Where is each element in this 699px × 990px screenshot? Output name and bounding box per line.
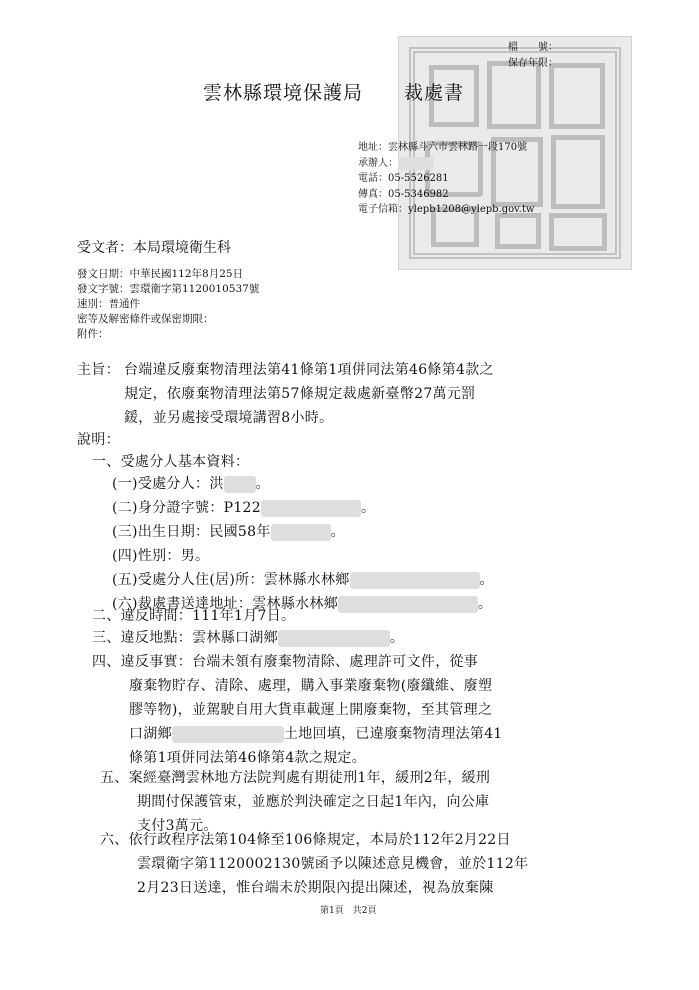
- list-item: (一)受處分人：洪 。: [112, 476, 270, 492]
- section-2: 二、違反時間：111年1月7日。: [92, 608, 296, 624]
- subject-label: 主旨：: [77, 362, 120, 378]
- retention-period-label: 保存年限：: [508, 58, 558, 69]
- section-1-items: [112, 472, 494, 616]
- section-3: 三、違反地點：雲林縣口湖鄉 。: [92, 630, 405, 646]
- archive-number-label: 檔 號：: [508, 42, 558, 53]
- document-number: 發文字號：雲環衛字第1120010537號: [77, 283, 260, 295]
- section-1-heading: 一、受處分人基本資料：: [92, 454, 250, 470]
- list-item: (六)裁處書送達地址：雲林縣水林鄉 。: [112, 596, 493, 612]
- list-item: (二)身分證字號：P122 。: [112, 500, 376, 516]
- list-item: (四)性別：男。: [112, 548, 210, 564]
- contact-email: 電子信箱：ylepb1208@ylepb.gov.tw: [358, 204, 535, 215]
- contact-phone: 電話：05-5526281: [358, 173, 449, 184]
- subject-text: 台端違反廢棄物清理法第41條第1項併同法第46條第4款之 規定，依廢棄物清理法第57條規定裁處新臺幣27萬元罰 鍰，並另處接受環境講習8小時。: [124, 362, 494, 426]
- section-4: 四、違反事實：台端未領有廢棄物清除、處理許可文件，從事 廢棄物貯存、清除、處理，購入事業廢棄物(廢纖維、廢塑 膠等物)，並駕駛自用大貨車載運上開廢棄物，至其管理之 口湖鄉 土地回填，已違廢棄物清理法第41 條第1項併同法第46條第4款之規定。: [92, 654, 503, 766]
- page-number: 第1頁 共2頁: [320, 906, 377, 916]
- list-item: (三)出生日期：民國58年 。: [112, 524, 345, 540]
- recipient: 受文者：本局環境衛生科: [77, 240, 231, 256]
- urgency: 速別：普通件: [77, 298, 140, 310]
- list-item: (五)受處分人住(居)所：雲林縣水林鄉 。: [112, 572, 494, 588]
- section-6: 六、依行政程序法第104條至106條規定，本局於112年2月22日 雲環衛字第1120002130號函予以陳述意見機會，並於112年 2月23日送達，惟台端未於期限內提出陳述，視為放棄陳: [100, 832, 529, 896]
- document-meta: [77, 267, 259, 342]
- explanation-label: 說明：: [77, 432, 120, 448]
- agency-name: 雲林縣環境保護局: [203, 82, 364, 104]
- contact-officer: 承辦人：: [358, 156, 534, 172]
- issue-date: 發文日期：中華民國112年8月25日: [77, 268, 244, 280]
- document-type: 裁處書: [404, 82, 465, 104]
- contact-fax: 傳真：05-5346982: [358, 188, 449, 200]
- attachments: 附件：: [77, 328, 109, 340]
- confidentiality: 密等及解密條件或保密期限：: [77, 313, 214, 325]
- contact-address: 地址：雲林縣斗六市雲林路一段170號: [358, 142, 528, 153]
- section-5: 五、案經臺灣雲林地方法院判處有期徒刑1年，緩刑2年，緩刑 期間付保護管束，並應於判決確定之日起1年內，向公庫 支付3萬元。: [100, 770, 491, 834]
- contact-block: [358, 140, 534, 218]
